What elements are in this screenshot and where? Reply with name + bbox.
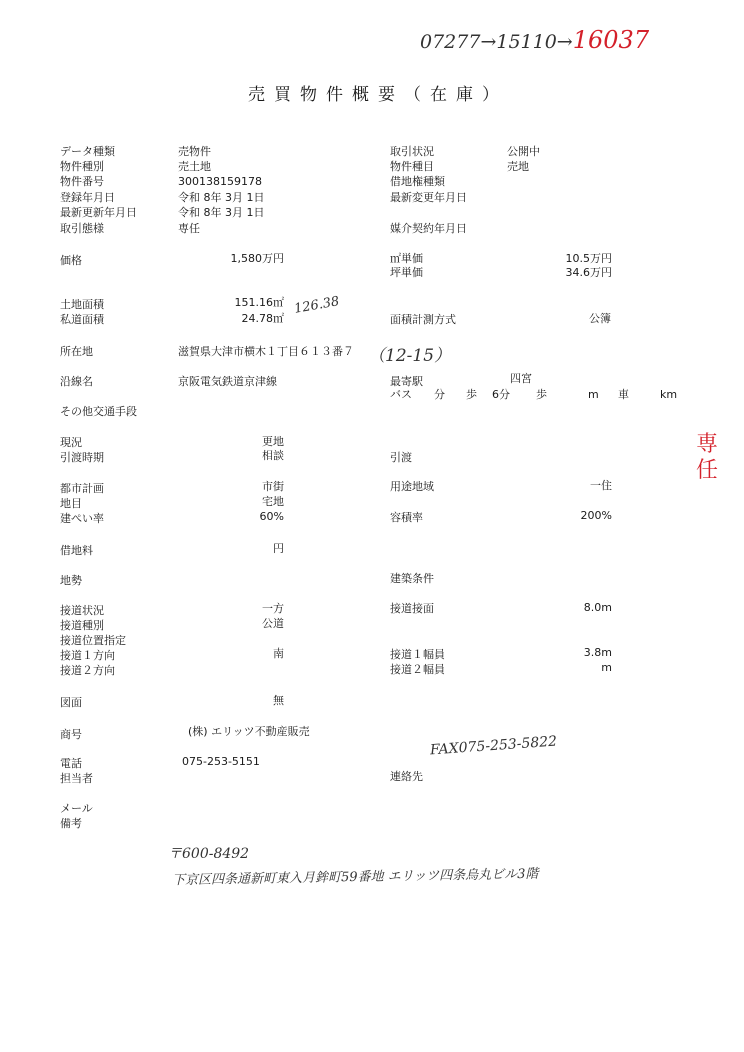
phone-label: 電話: [60, 757, 82, 770]
person-label: 担当者: [60, 772, 93, 785]
far-label: 容積率: [390, 511, 423, 524]
deal-type-value: 専任: [178, 222, 200, 235]
handover-time-value: 相談: [262, 449, 284, 462]
property-item-value: 売地: [507, 160, 529, 173]
private-road-value: 24.78㎡: [241, 312, 284, 325]
sqm-price-value: 10.5万円: [565, 252, 612, 265]
walk2-label: 歩: [536, 388, 547, 401]
far-value: 200%: [580, 509, 612, 522]
coverage-label: 建ぺい率: [60, 512, 104, 525]
sqm-price-label: ㎡単価: [390, 252, 423, 265]
handwritten-fax: FAX075-253-5822: [429, 733, 558, 759]
walk-label: 歩: [466, 388, 477, 401]
measure-value: 公簿: [589, 312, 611, 325]
meter-label: m: [588, 388, 599, 401]
private-road-label: 私道面積: [60, 313, 104, 326]
registered-value: 令和 8年 3月 1日: [178, 191, 265, 204]
current-value: 更地: [262, 435, 284, 448]
location-label: 所在地: [60, 345, 93, 358]
company-label: 商号: [60, 728, 82, 741]
km-label: km: [660, 388, 678, 401]
handwritten-area-note: 126.38: [293, 294, 341, 317]
road2-width-label: 接道２幅員: [390, 663, 445, 676]
price-value: 1,580万円: [230, 252, 284, 265]
location-value: 滋賀県大津市横木１丁目６１３番７: [178, 345, 354, 358]
phone-value: 075-253-5151: [182, 755, 260, 768]
email-label: メール: [60, 802, 93, 815]
data-type-label: データ種類: [60, 145, 115, 158]
station-label: 最寄駅: [390, 375, 423, 388]
contact-label: 連絡先: [390, 770, 423, 783]
company-value: (株) エリッツ不動産販売: [188, 725, 310, 738]
other-transport-label: その他交通手段: [60, 405, 137, 418]
last-updated-label: 最新更新年月日: [60, 206, 137, 219]
handwritten-code-red: 16037: [572, 26, 650, 54]
build-condition-label: 建築条件: [390, 572, 434, 585]
handwritten-code-text: 07277→15110→: [420, 31, 573, 53]
property-type-value: 売土地: [178, 160, 211, 173]
drawing-value: 無: [273, 694, 284, 707]
road1-direction-label: 接道１方向: [60, 649, 115, 662]
road-designation-label: 接道位置指定: [60, 634, 126, 647]
road1-width-label: 接道１幅員: [390, 648, 445, 661]
price-label: 価格: [60, 254, 82, 267]
city-plan-value: 市街: [262, 480, 284, 493]
station-value: 四宮: [510, 372, 532, 385]
status-value: 公開中: [507, 145, 540, 158]
exclusive-stamp: 専任: [696, 432, 719, 483]
coverage-value: 60%: [259, 510, 284, 523]
handover-time-label: 引渡時期: [60, 451, 104, 464]
car-label: 車: [618, 388, 629, 401]
handwritten-code: [420, 26, 649, 54]
measure-label: 面積計測方式: [390, 313, 456, 326]
property-number-label: 物件番号: [60, 175, 104, 188]
leasehold-label: 借地権種類: [390, 175, 445, 188]
use-zone-label: 用途地域: [390, 480, 434, 493]
road-status-value: 一方: [262, 602, 284, 615]
land-area-label: 土地面積: [60, 298, 104, 311]
road-kind-value: 公道: [262, 617, 284, 630]
tsubo-price-value: 34.6万円: [565, 266, 612, 279]
bus-label: バス: [390, 388, 412, 401]
bus-min-label: 分: [434, 388, 445, 401]
notes-label: 備考: [60, 817, 82, 830]
road-status-label: 接道状況: [60, 604, 104, 617]
drawing-label: 図面: [60, 696, 82, 709]
line-value: 京阪電気鉄道京津線: [178, 375, 277, 388]
road-kind-label: 接道種別: [60, 619, 104, 632]
deal-type-label: 取引態様: [60, 222, 104, 235]
land-area-value: 151.16㎡: [234, 296, 284, 309]
page-title: 売買物件概要（在庫）: [248, 85, 508, 105]
road2-width-value: m: [601, 661, 612, 674]
road-contact-label: 接道接面: [390, 602, 434, 615]
handover-label: 引渡: [390, 451, 412, 464]
property-number-value: 300138159178: [178, 175, 262, 188]
current-label: 現況: [60, 436, 82, 449]
data-type-value: 売物件: [178, 145, 211, 158]
broker-contract-label: 媒介契約年月日: [390, 222, 467, 235]
property-type-label: 物件種別: [60, 160, 104, 173]
terrain-label: 地勢: [60, 574, 82, 587]
registered-label: 登録年月日: [60, 191, 115, 204]
land-rent-value: 円: [273, 542, 284, 555]
property-item-label: 物件種目: [390, 160, 434, 173]
last-changed-label: 最新変更年月日: [390, 191, 467, 204]
use-zone-value: 一住: [590, 479, 612, 492]
road-contact-value: 8.0m: [583, 601, 612, 614]
city-plan-label: 都市計画: [60, 482, 104, 495]
road1-direction-value: 南: [273, 647, 284, 660]
land-category-value: 宅地: [262, 495, 284, 508]
road2-direction-label: 接道２方向: [60, 664, 115, 677]
line-label: 沿線名: [60, 375, 93, 388]
walk-value: 6分: [492, 388, 510, 401]
last-updated-value: 令和 8年 3月 1日: [178, 206, 265, 219]
road1-width-value: 3.8m: [583, 646, 612, 659]
land-category-label: 地目: [60, 497, 82, 510]
tsubo-price-label: 坪単価: [390, 266, 423, 279]
handwritten-postal-code: 〒600-8492: [168, 846, 250, 862]
handwritten-address-note: （12-15）: [368, 346, 452, 366]
status-label: 取引状況: [390, 145, 434, 158]
land-rent-label: 借地料: [60, 544, 93, 557]
handwritten-address: 下京区四条通新町東入月鉾町59番地 エリッツ四条烏丸ビル3階: [171, 866, 539, 889]
